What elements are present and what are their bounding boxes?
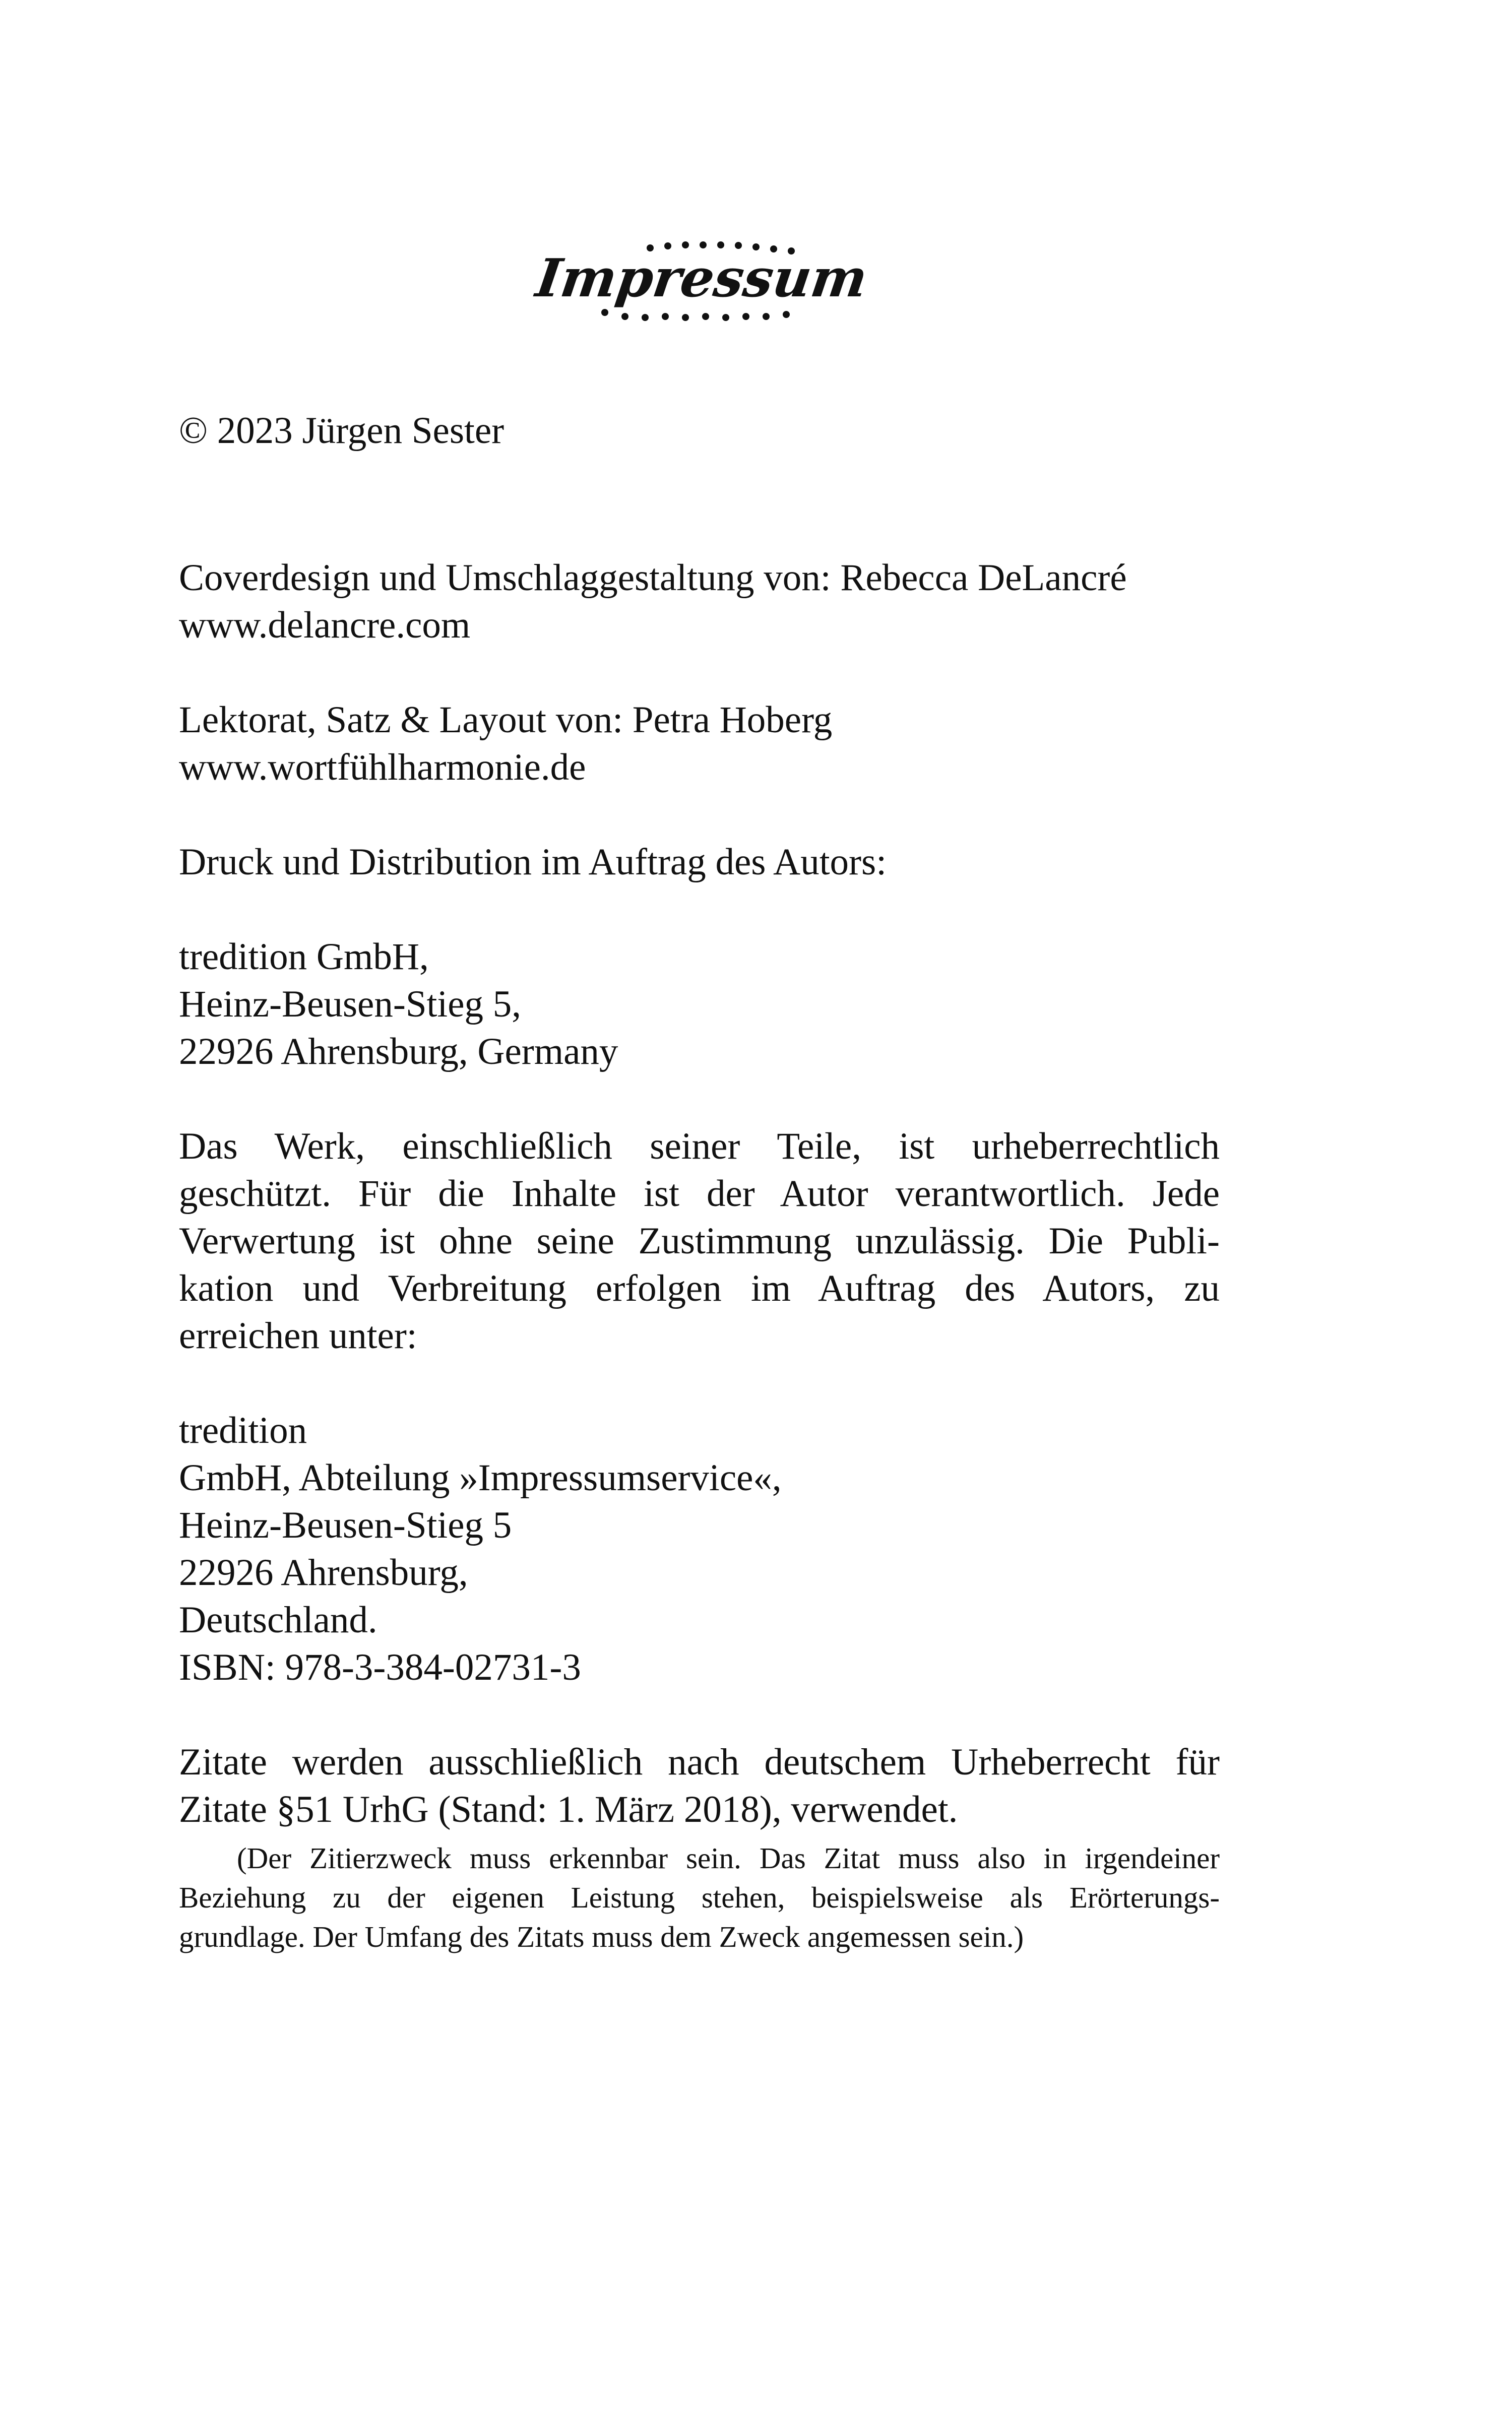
service-address-block <box>179 1407 1220 1691</box>
service-address-line: 22926 Ahrensburg, <box>179 1552 468 1594</box>
druck-block <box>179 839 1220 886</box>
copyright-block <box>179 407 1220 455</box>
publisher-address-block <box>179 933 1220 1075</box>
publisher-name: tredition GmbH, <box>179 936 429 978</box>
citation-note-line: (Der Zitierzweck muss erkennbar sein. Das Zitat muss also in irgendeiner <box>237 1841 1220 1875</box>
impressum-logo <box>532 237 871 328</box>
service-address-line: GmbH, Abteilung »Impressumservice«, <box>179 1457 782 1499</box>
publisher-city: 22926 Ahrensburg, Germany <box>179 1031 618 1072</box>
service-address-line: Heinz-Beusen-Stieg 5 <box>179 1504 512 1546</box>
rights-line: geschützt. Für die Inhalte ist der Autor verantwortlich. Jede <box>179 1173 1220 1215</box>
druck-line: Druck und Distribution im Auftrag des Autors: <box>179 841 887 883</box>
publisher-street: Heinz-Beusen-Stieg 5, <box>179 983 521 1025</box>
rights-line: Das Werk, einschließlich seiner Teile, ist urheberrechtlich <box>179 1125 1220 1167</box>
zitate-block <box>179 1739 1220 1833</box>
cover-credit-block <box>179 554 1220 649</box>
logo-text: Impressum <box>532 247 871 309</box>
lektorat-credit-url: www.wortfühlharmonie.de <box>179 746 586 788</box>
service-address-line: Deutschland. <box>179 1599 377 1641</box>
service-address-line: tredition <box>179 1410 307 1451</box>
zitate-line: Zitate §51 UrhG (Stand: 1. März 2018), verwendet. <box>179 1789 958 1830</box>
rights-block <box>179 1123 1220 1360</box>
lektorat-credit-block <box>179 696 1220 791</box>
copyright-line: © 2023 Jürgen Sester <box>179 410 505 452</box>
citation-note-line: grundlage. Der Umfang des Zitats muss dem Zweck angemessen sein.) <box>179 1920 1024 1953</box>
rights-line: kation und Verbreitung erfolgen im Auftrag des Autors, zu <box>179 1267 1220 1309</box>
citation-note-line: Beziehung zu der eigenen Leistung stehen, beispielsweise als Erörterungs- <box>179 1881 1220 1914</box>
rights-line: Verwertung ist ohne seine Zustimmung unzulässig. Die Publi- <box>179 1220 1220 1262</box>
cover-credit-url: www.delancre.com <box>179 604 471 646</box>
zitate-line: Zitate werden ausschließlich nach deutschem Urheberrecht für <box>179 1741 1220 1783</box>
lektorat-credit-line: Lektorat, Satz & Layout von: Petra Hoberg <box>179 699 833 741</box>
rights-line: erreichen unter: <box>179 1315 417 1357</box>
isbn-line: ISBN: 978-3-384-02731-3 <box>179 1646 581 1688</box>
cover-credit-line: Coverdesign und Umschlaggestaltung von: Rebecca DeLancré <box>179 557 1127 599</box>
citation-note-block <box>179 1838 1220 1956</box>
